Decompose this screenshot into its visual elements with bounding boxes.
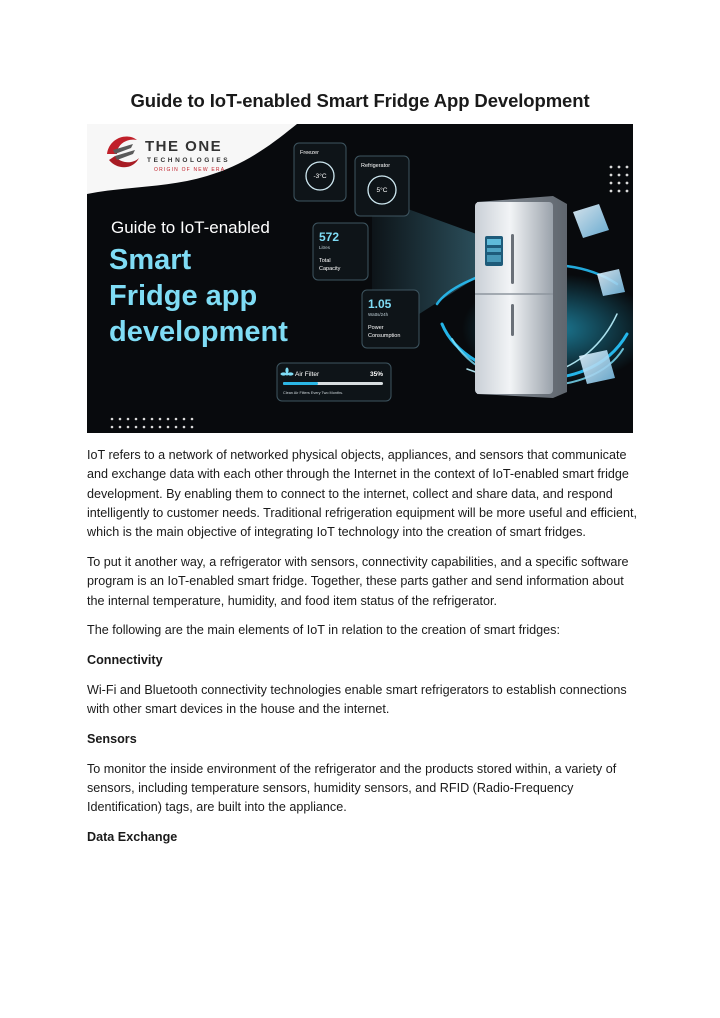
article-body [87,446,637,858]
power-label-line-1: Power [368,325,384,331]
capacity-label-line-2: Capacity [319,266,341,272]
fridge-handle-top [511,234,514,284]
freezer-card [294,143,346,201]
air-filter-card [277,363,391,401]
headline-line-4: development [109,316,288,348]
fridge-handle-bottom [511,304,514,336]
intro-paragraph-3: The following are the main elements of IoT in relation to the creation of smart fridges: [87,623,560,638]
capacity-value: 572 [319,230,340,244]
section-heading-data-exchange: Data Exchange [87,830,178,845]
section-heading-sensors: Sensors [87,732,137,747]
section-text-sensors: To monitor the inside environment of the refrigerator and the products stored within, a variety of sensors, including temperature sensors, humidity sensors, and RFID (Radio-Frequency Identification) tags, are built into the appliance. [87,761,617,815]
logo-tagline: ORIGIN OF NEW ERA [154,167,226,173]
logo-name: THE ONE [145,138,223,155]
intro-paragraph-2: To put it another way, a refrigerator with sensors, connectivity capabilities, and a specific software program is an IoT-enabled smart fridge. Together, these parts gather and send information about the internal temperature, humidity, and food item status of the refrigerator. [87,554,629,608]
capacity-unit: Litres [319,245,331,250]
section-text-connectivity: Wi-Fi and Bluetooth connectivity technologies enable smart refrigerators to establish connections with other smart devices in the house and the internet. [87,682,627,717]
refrigerator-card [355,156,409,216]
power-card [362,290,419,348]
power-label-line-2: Consumption [368,333,401,339]
air-filter-percent: 35% [369,371,383,378]
refrigerator-label: Refrigerator [361,163,391,169]
page-title: Guide to IoT-enabled Smart Fridge App Development [130,90,590,111]
air-filter-note: Clean Air Filters Every Two Months. [283,391,344,395]
freezer-label: Freezer [300,150,319,156]
refrigerator-temp: 5°C [376,187,388,194]
smart-fridge-illustration [475,196,567,398]
headline-line-3: Fridge app [109,280,258,312]
air-filter-progress-fill [283,382,318,385]
hero-banner [87,124,633,433]
logo-subname: TECHNOLOGIES [147,157,231,164]
freezer-temp: -3°C [313,173,327,180]
section-heading-connectivity: Connectivity [87,653,163,668]
intro-paragraph-1: IoT refers to a network of networked physical objects, appliances, and sensors that communicate and exchange data with each other through the Internet in the context of IoT-enabled smart fridge development. By enabling them to connect to the internet, collect and share data, and respond intelligently to customer needs. Traditional refrigeration equipment will be more useful and efficient, which is the main objective of integrating IoT technology into the creation of smart fridges. [87,448,637,540]
headline-line-2: Smart [109,244,192,276]
power-unit: Watts/24h [368,312,389,317]
power-value: 1.05 [368,297,392,311]
capacity-label-line-1: Total [319,258,331,264]
headline-line-1: Guide to IoT-enabled [111,218,270,237]
capacity-card [313,223,368,280]
air-filter-label: Air Filter [295,371,320,378]
